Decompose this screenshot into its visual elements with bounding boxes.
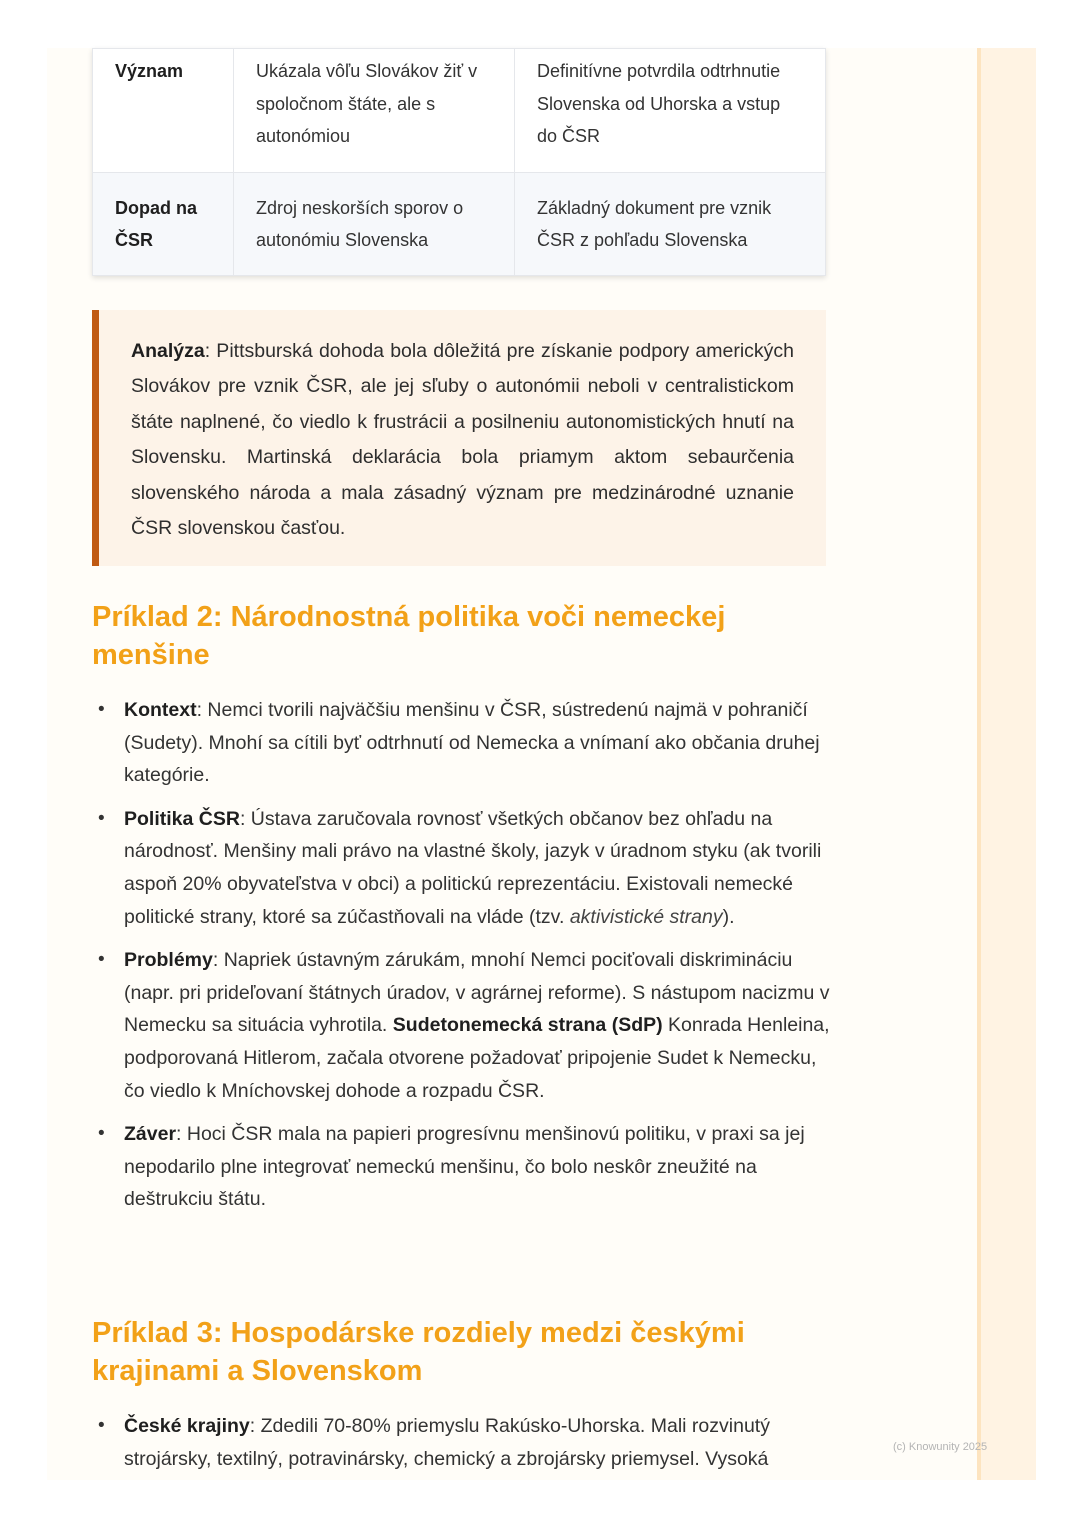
- list-item: [92, 1410, 832, 1475]
- table-row: [93, 49, 826, 173]
- item-label: České krajiny: [124, 1415, 250, 1437]
- item-text-tail: Konrada Henleina, podporovaná Hitlerom, začala otvorene požadovať pripojenie Sudet k Nemecku, čo viedlo k Mníchovskej dohode a rozpadu ČSR.: [124, 1014, 830, 1102]
- analysis-text: : Pittsburská dohoda bola dôležitá pre získanie podpory amerických Slovákov pre vznik ČSR, ale jej sľuby o autonómii neboli v centralistickom štáte naplnené, čo viedlo k frustrácii a posilneniu autonomistických hnutí na Slovensku. Martinská deklarácia bola priamym aktom sebaurčenia slovenského národa a mala zásadný význam pre medzinárodné uznanie ČSR slovenskou časťou.: [131, 340, 794, 540]
- example-2-list: [92, 694, 832, 1227]
- table-cell: Ukázala vôľu Slovákov žiť v spoločnom štáte, ale s autonómiou: [234, 49, 515, 173]
- item-text-tail: ).: [722, 905, 735, 928]
- section-heading-example-2: Príklad 2: Národnostná politika voči nemeckej menšine: [92, 601, 726, 671]
- row-header: Význam: [93, 49, 234, 173]
- watermark: (c) Knowunity 2025: [893, 1441, 988, 1453]
- item-text: : Ústava zaručovala rovnosť všetkých občanov bez ohľadu na národnosť. Menšiny mali právo na vlastné školy, jazyk v úradnom styku (ak tvorili aspoň 20% obyvateľstva v obci) a politickú reprezentáciu. Existovali nemecké politické strany, ktoré sa zúčastňovali na vláde (tzv.: [124, 807, 822, 928]
- bullet-icon: •: [98, 949, 105, 971]
- table-cell: Zdroj neskorších sporov o autonómiu Slovenska: [234, 172, 515, 275]
- side-margin-strip: [977, 48, 1036, 1480]
- section-heading-example-3: Príklad 3: Hospodárske rozdiely medzi českými krajinami a Slovenskom: [92, 1317, 745, 1387]
- item-label: Záver: [124, 1123, 177, 1146]
- item-italic-term: aktivistické strany: [569, 905, 723, 928]
- item-label: Politika ČSR: [124, 807, 240, 830]
- list-item: [92, 694, 832, 792]
- item-text: : Napriek ústavným zárukám, mnohí Nemci pociťovali diskrimináciu (napr. pri prideľovaní štátnych úradov, v agrárnej reforme). S nástupom nacizmu v Nemecku sa situácia vyhrotila.: [124, 949, 830, 1037]
- row-header: Dopad na ČSR: [93, 172, 234, 275]
- item-text: : Hoci ČSR mala na papieri progresívnu menšinovú politiku, v praxi sa jej nepodarilo plne integrovať nemeckú menšinu, čo bolo neskôr zneužité na deštrukciu štátu.: [124, 1123, 805, 1211]
- comparison-table: [92, 48, 826, 276]
- bullet-icon: •: [98, 699, 105, 720]
- list-item: [92, 803, 832, 933]
- bullet-icon: •: [98, 1123, 105, 1145]
- list-item: [92, 1118, 832, 1216]
- table-row: [93, 172, 826, 275]
- list-item: [92, 944, 832, 1107]
- analysis-label: Analýza: [131, 340, 205, 362]
- item-label: Problémy: [124, 949, 213, 972]
- item-text: : Nemci tvorili najväčšiu menšinu v ČSR, sústredenú najmä v pohraničí (Sudety). Mnohí sa cítili byť odtrhnutí od Nemecka a vnímaní ako občania druhej kategórie.: [124, 699, 820, 787]
- table-cell: Základný dokument pre vznik ČSR z pohľadu Slovenska: [515, 172, 826, 275]
- item-bold-term: Sudetonemecká strana (SdP): [392, 1014, 663, 1037]
- bullet-icon: •: [98, 1415, 105, 1436]
- item-text: : Zdedili 70-80% priemyslu Rakúsko-Uhorska. Mali rozvinutý strojársky, textilný, potravinársky, chemický a zbrojársky priemysel. Vysoká: [124, 1415, 770, 1470]
- item-label: Kontext: [124, 699, 197, 721]
- example-3-list: [92, 1410, 832, 1486]
- bullet-icon: •: [98, 807, 105, 829]
- analysis-callout: [92, 310, 826, 566]
- table-cell: Definitívne potvrdila odtrhnutie Slovenska od Uhorska a vstup do ČSR: [515, 49, 826, 173]
